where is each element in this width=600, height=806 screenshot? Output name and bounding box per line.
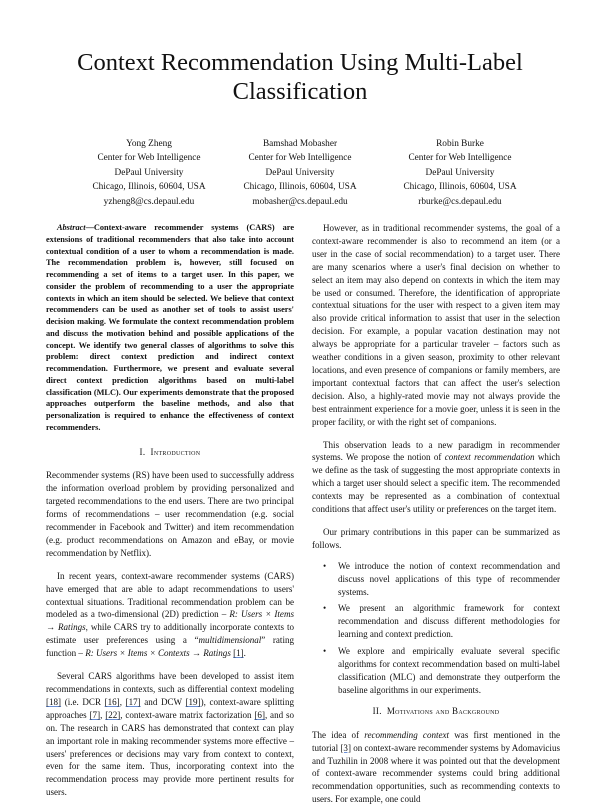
abstract-label: Abstract [57,223,86,232]
author-affiliation: Center for Web Intelligence [97,153,201,164]
author-city: Chicago, Illinois, 60604, USA [243,182,357,193]
paragraph: This observation leads to a new paradigm in recommender systems. We propose the notion of context recommendation which we define as the task of suggesting the most appropriate contexts in which a target user should select a specific item. The recommended contexts may be represented as a combination of contextual conditions that affect user's utility or preferences on the target item. [312,439,560,515]
author-affiliation: Center for Web Intelligence [248,153,352,164]
author-university: DePaul University [265,167,335,178]
abstract [46,222,294,434]
citation-link[interactable]: [18] [46,696,62,707]
right-column [312,222,560,806]
citation-link[interactable]: [1] [233,648,244,659]
contributions-list [312,560,560,697]
citation-link[interactable]: [7] [89,709,101,720]
paragraph: Our primary contributions in this paper can be summarized as follows. [312,526,560,550]
citation-link[interactable]: [3] [340,742,351,753]
author-block [215,137,385,209]
citation-link[interactable]: [16] [104,696,120,707]
list-item: • We introduce the notion of context recommendation and discuss novel applications of this type of recommender systems. [323,560,560,597]
section-title: Introduction [150,446,201,457]
section-numeral: I. [139,446,146,457]
intro-paragraph-1: Recommender systems (RS) have been used to successfully address the information overload problem by providing personalized and targeted recommendations to the end users. There are two principal forms of recommendations – user recommendation (e.g. social recommender in Facebook and Twitter) and item recommendation (e.g. product recommendations on Amazon and eBay, or movie recommendation by Netflix). [46,470,294,558]
bullet-icon: • [323,560,327,571]
intro-paragraph-3: Several CARS algorithms have been developed to assist item recommendations in contexts, such as differential context modeling [18] (i.e. DCR [16], [17] and DCW [19]), context-aware splitting approaches [7], [22], context-aware matrix factorization [6], and so on. The research in CARS has demonstrated that context can play an important role in making recommender systems more effective – users' preferences or decisions may vary from context to context, even for the same item. Thus, incorporating context into the recommendation process may provide more pertinent results for users. [46,671,294,798]
citation-link[interactable]: [17] [125,696,141,707]
paragraph: The idea of recommending context was first mentioned in the tutorial [3] on context-aware recommender systems by Adomavicius and Tuzhilin in 2008 where it was pointed out that the development of context-aware recommender systems could bring additional recommendation opportunities, such as recommending contexts to users. For example, one could [312,729,561,805]
section-heading-introduction [46,446,294,459]
section-title: Motivations and Background [386,705,500,716]
left-column [46,222,294,799]
paper-title: Context Recommendation Using Multi-Label Classification [77,49,523,105]
author-university: DePaul University [425,167,495,178]
author-city: Chicago, Illinois, 60604, USA [403,182,517,193]
bullet-icon: • [323,646,327,657]
author-city: Chicago, Illinois, 60604, USA [92,182,206,193]
citation-link[interactable]: [19] [185,696,201,707]
section-heading-motivations [312,705,560,718]
author-name: Yong Zheng [126,139,172,149]
list-item: • We explore and empirically evaluate several specific algorithms for context recommendation based on multi-label classification (MLC) and demonstrate they outperform the baseline algorithms in our experiments. [323,646,560,695]
author-block [64,137,234,209]
author-email: yzheng8@cs.depaul.edu [103,196,195,207]
author-block [375,137,545,209]
author-name: Bamshad Mobasher [262,139,338,149]
section-numeral: II. [372,705,382,716]
author-name: Robin Burke [436,139,484,149]
author-email: rburke@cs.depaul.edu [418,196,502,207]
citation-link[interactable]: [6] [254,709,265,720]
bullet-icon: • [323,603,327,614]
author-affiliation: Center for Web Intelligence [408,153,512,164]
paragraph: However, as in traditional recommender systems, the goal of a context-aware recommender is also to recommend an item (or a user in the case of social recommendation) to a target user. There are many scenarios where a user's final decision on whether to select an item may also depend on contexts in which the item may be used or consumed. Therefore, the identification of appropriate contextual situations for the user with respect to a given item may also provide critical information to assist that user in the selection decision. For example, a popular vacation destination may not always be appropriate for a particular traveler – factors such as weather conditions in a given season, proximity to other relevant locations, and even presence of companions or family members, are important contextual factors that can affect the user's selection decision. Also, a highly-rated movie may not always provide the best entrainment experience for a movie goer, unless it is seen in the proper facility, or with the right set of companions. [312,223,560,427]
author-university: DePaul University [114,167,184,178]
list-item: • We present an algorithmic framework for context recommendation and discuss different methodologies for learning and context prediction. [323,603,560,640]
intro-paragraph-2: In recent years, context-aware recommender systems (CARS) have emerged that are able to adapt recommendations to users' contextual situations. Traditional recommendation problem can be modeled as a two-dimensional (2D) prediction – R: Users × Items → Ratings, while CARS try to additionally incorporate contexts to estimate user preferences using a “multidimensional” rating function – R: Users × Items × Contexts → Ratings [1]. [46,570,294,659]
abstract-text: —Context-aware recommender systems (CARS) are extensions of traditional recommenders that also take into account contextual condition of a user to whom a recommendation is made. The recommendation problem is, however, still focused on recommending a set of items to a target user. In this paper, we consider the problem of recommending to a user the appropriate contexts in which an item should be selected. We believe that context recommenders can be used as another set of tools to assist users' decision making. We formulate the context recommendation problem and discuss the motivation behind and possible applications of the concept. We identify two general classes of algorithms to solve this problem: direct context prediction and indirect context recommendation. Furthermore, we present and evaluate several direct context prediction algorithms based on multi-label classification (MLC). Our experiments demonstrate that the proposed approaches outperform the baseline methods, and also that personalization is required to enhance the effectiveness of context recommenders. [46,223,294,432]
citation-link[interactable]: [22] [105,709,121,720]
author-email: mobasher@cs.depaul.edu [252,196,348,207]
